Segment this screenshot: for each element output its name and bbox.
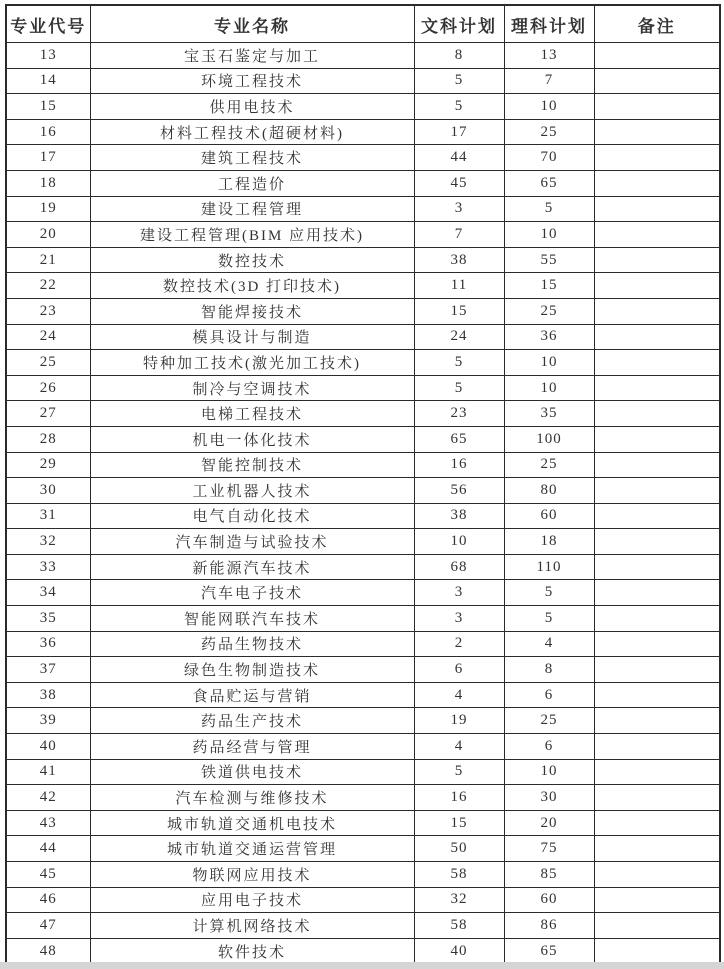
table-row (6, 734, 720, 760)
cell-code: 42 (6, 785, 90, 811)
cell-arts: 5 (414, 375, 504, 401)
table-row (6, 298, 720, 324)
header-row (6, 5, 720, 43)
cell-remark (594, 606, 720, 632)
table-row (6, 554, 720, 580)
cell-code: 41 (6, 759, 90, 785)
cell-arts: 32 (414, 887, 504, 913)
cell-code: 17 (6, 145, 90, 171)
cell-name: 机电一体化技术 (90, 426, 414, 452)
cell-remark (594, 119, 720, 145)
cell-arts: 3 (414, 606, 504, 632)
table-row (6, 426, 720, 452)
cell-name: 铁道供电技术 (90, 759, 414, 785)
cell-remark (594, 657, 720, 683)
cell-arts: 16 (414, 452, 504, 478)
cell-arts: 44 (414, 145, 504, 171)
cell-arts: 5 (414, 94, 504, 120)
cell-science: 5 (504, 580, 594, 606)
cell-science: 60 (504, 503, 594, 529)
cell-arts: 10 (414, 529, 504, 555)
cell-code: 35 (6, 606, 90, 632)
cell-remark (594, 631, 720, 657)
cell-science: 65 (504, 170, 594, 196)
header-major-name: 专业名称 (90, 5, 414, 43)
table-row (6, 324, 720, 350)
cell-remark (594, 862, 720, 888)
cell-arts: 24 (414, 324, 504, 350)
cell-code: 44 (6, 836, 90, 862)
cell-code: 33 (6, 554, 90, 580)
table-row (6, 222, 720, 248)
cell-remark (594, 759, 720, 785)
table-row (6, 606, 720, 632)
header-major-code: 专业代号 (6, 5, 90, 43)
table-row (6, 913, 720, 939)
cell-science: 60 (504, 887, 594, 913)
cell-name: 软件技术 (90, 938, 414, 964)
cell-code: 30 (6, 478, 90, 504)
cell-remark (594, 196, 720, 222)
cell-arts: 56 (414, 478, 504, 504)
cell-arts: 5 (414, 68, 504, 94)
cell-science: 10 (504, 350, 594, 376)
cell-remark (594, 478, 720, 504)
cell-remark (594, 682, 720, 708)
cell-name: 数控技术 (90, 247, 414, 273)
cell-science: 5 (504, 196, 594, 222)
cell-remark (594, 401, 720, 427)
cell-code: 43 (6, 810, 90, 836)
cell-arts: 40 (414, 938, 504, 964)
cell-code: 39 (6, 708, 90, 734)
cell-science: 65 (504, 938, 594, 964)
cell-code: 19 (6, 196, 90, 222)
cell-name: 智能控制技术 (90, 452, 414, 478)
cell-remark (594, 68, 720, 94)
cell-name: 建设工程管理 (90, 196, 414, 222)
table-row (6, 657, 720, 683)
cell-arts: 65 (414, 426, 504, 452)
cell-name: 模具设计与制造 (90, 324, 414, 350)
cell-science: 86 (504, 913, 594, 939)
table-row (6, 887, 720, 913)
cell-name: 城市轨道交通运营管理 (90, 836, 414, 862)
cell-name: 汽车制造与试验技术 (90, 529, 414, 555)
cell-remark (594, 43, 720, 69)
table-row (6, 452, 720, 478)
cell-name: 材料工程技术(超硬材料) (90, 119, 414, 145)
cell-arts: 3 (414, 580, 504, 606)
table-row (6, 68, 720, 94)
cell-arts: 4 (414, 682, 504, 708)
cell-name: 新能源汽车技术 (90, 554, 414, 580)
cell-arts: 58 (414, 862, 504, 888)
cell-science: 75 (504, 836, 594, 862)
cell-name: 食品贮运与营销 (90, 682, 414, 708)
cell-name: 药品生产技术 (90, 708, 414, 734)
cell-arts: 15 (414, 810, 504, 836)
cell-arts: 5 (414, 759, 504, 785)
cell-arts: 8 (414, 43, 504, 69)
cell-name: 绿色生物制造技术 (90, 657, 414, 683)
table-row (6, 170, 720, 196)
cell-code: 37 (6, 657, 90, 683)
table-row (6, 938, 720, 964)
cell-science: 30 (504, 785, 594, 811)
cell-science: 10 (504, 222, 594, 248)
cell-arts: 15 (414, 298, 504, 324)
table-row (6, 529, 720, 555)
cell-science: 25 (504, 452, 594, 478)
cell-code: 26 (6, 375, 90, 401)
table-row (6, 708, 720, 734)
cell-science: 15 (504, 273, 594, 299)
cell-name: 智能网联汽车技术 (90, 606, 414, 632)
cell-name: 建设工程管理(BIM 应用技术) (90, 222, 414, 248)
table-row (6, 43, 720, 69)
header-arts-plan: 文科计划 (414, 5, 504, 43)
cell-arts: 19 (414, 708, 504, 734)
cell-science: 4 (504, 631, 594, 657)
cell-remark (594, 222, 720, 248)
table-row (6, 350, 720, 376)
table-row (6, 580, 720, 606)
cell-code: 28 (6, 426, 90, 452)
cell-science: 13 (504, 43, 594, 69)
cell-code: 22 (6, 273, 90, 299)
cell-science: 6 (504, 682, 594, 708)
table-row (6, 682, 720, 708)
cell-arts: 38 (414, 503, 504, 529)
cell-remark (594, 708, 720, 734)
cell-remark (594, 375, 720, 401)
cell-science: 110 (504, 554, 594, 580)
cell-science: 10 (504, 375, 594, 401)
cell-name: 汽车电子技术 (90, 580, 414, 606)
cell-code: 24 (6, 324, 90, 350)
header-science-plan: 理科计划 (504, 5, 594, 43)
table-row (6, 862, 720, 888)
table-row (6, 196, 720, 222)
cell-name: 城市轨道交通机电技术 (90, 810, 414, 836)
table-row (6, 119, 720, 145)
cell-remark (594, 580, 720, 606)
cell-science: 25 (504, 298, 594, 324)
cell-remark (594, 145, 720, 171)
cell-code: 16 (6, 119, 90, 145)
cell-remark (594, 170, 720, 196)
cell-name: 药品经营与管理 (90, 734, 414, 760)
cell-name: 环境工程技术 (90, 68, 414, 94)
cell-science: 20 (504, 810, 594, 836)
cell-arts: 2 (414, 631, 504, 657)
cell-remark (594, 836, 720, 862)
table-body (6, 43, 720, 965)
cell-remark (594, 887, 720, 913)
cell-remark (594, 810, 720, 836)
cell-remark (594, 785, 720, 811)
cell-science: 70 (504, 145, 594, 171)
cell-arts: 11 (414, 273, 504, 299)
cell-code: 13 (6, 43, 90, 69)
cell-remark (594, 298, 720, 324)
cell-science: 6 (504, 734, 594, 760)
cell-arts: 5 (414, 350, 504, 376)
cell-arts: 68 (414, 554, 504, 580)
cell-code: 45 (6, 862, 90, 888)
cell-arts: 3 (414, 196, 504, 222)
cell-remark (594, 273, 720, 299)
cell-code: 31 (6, 503, 90, 529)
table-row (6, 810, 720, 836)
table-row (6, 836, 720, 862)
cell-science: 100 (504, 426, 594, 452)
cell-name: 药品生物技术 (90, 631, 414, 657)
cell-remark (594, 913, 720, 939)
cell-science: 36 (504, 324, 594, 350)
cell-science: 25 (504, 119, 594, 145)
table-row (6, 631, 720, 657)
cell-remark (594, 324, 720, 350)
cell-code: 38 (6, 682, 90, 708)
cell-arts: 50 (414, 836, 504, 862)
cell-code: 15 (6, 94, 90, 120)
table-row (6, 145, 720, 171)
cell-remark (594, 350, 720, 376)
cell-code: 48 (6, 938, 90, 964)
cell-science: 80 (504, 478, 594, 504)
header-remark: 备注 (594, 5, 720, 43)
cell-science: 18 (504, 529, 594, 555)
cell-remark (594, 529, 720, 555)
cell-science: 55 (504, 247, 594, 273)
cell-name: 特种加工技术(激光加工技术) (90, 350, 414, 376)
table-row (6, 94, 720, 120)
cell-arts: 7 (414, 222, 504, 248)
cell-code: 20 (6, 222, 90, 248)
cell-name: 制冷与空调技术 (90, 375, 414, 401)
cell-arts: 38 (414, 247, 504, 273)
cell-code: 21 (6, 247, 90, 273)
table-row (6, 759, 720, 785)
cell-science: 5 (504, 606, 594, 632)
cell-science: 85 (504, 862, 594, 888)
table-row (6, 478, 720, 504)
table-row (6, 401, 720, 427)
cell-remark (594, 503, 720, 529)
table-row (6, 503, 720, 529)
cell-science: 35 (504, 401, 594, 427)
cell-name: 供用电技术 (90, 94, 414, 120)
cell-name: 宝玉石鉴定与加工 (90, 43, 414, 69)
cell-code: 36 (6, 631, 90, 657)
cell-name: 工程造价 (90, 170, 414, 196)
cell-name: 数控技术(3D 打印技术) (90, 273, 414, 299)
cell-code: 14 (6, 68, 90, 94)
cell-remark (594, 247, 720, 273)
cell-code: 32 (6, 529, 90, 555)
cell-arts: 45 (414, 170, 504, 196)
cell-code: 34 (6, 580, 90, 606)
cell-code: 27 (6, 401, 90, 427)
cell-code: 29 (6, 452, 90, 478)
cell-arts: 16 (414, 785, 504, 811)
cell-name: 汽车检测与维修技术 (90, 785, 414, 811)
page-bottom-edge (0, 962, 724, 969)
cell-remark (594, 734, 720, 760)
cell-science: 10 (504, 94, 594, 120)
cell-code: 46 (6, 887, 90, 913)
cell-name: 工业机器人技术 (90, 478, 414, 504)
cell-remark (594, 938, 720, 964)
cell-name: 电气自动化技术 (90, 503, 414, 529)
cell-name: 计算机网络技术 (90, 913, 414, 939)
cell-code: 25 (6, 350, 90, 376)
cell-remark (594, 426, 720, 452)
cell-science: 8 (504, 657, 594, 683)
cell-name: 智能焊接技术 (90, 298, 414, 324)
cell-remark (594, 554, 720, 580)
cell-science: 25 (504, 708, 594, 734)
table-row (6, 273, 720, 299)
cell-remark (594, 452, 720, 478)
table-row (6, 785, 720, 811)
cell-code: 40 (6, 734, 90, 760)
cell-name: 建筑工程技术 (90, 145, 414, 171)
cell-code: 47 (6, 913, 90, 939)
cell-arts: 4 (414, 734, 504, 760)
cell-arts: 58 (414, 913, 504, 939)
cell-science: 10 (504, 759, 594, 785)
cell-name: 电梯工程技术 (90, 401, 414, 427)
cell-remark (594, 94, 720, 120)
cell-code: 18 (6, 170, 90, 196)
enrollment-plan-table (5, 4, 721, 965)
cell-name: 应用电子技术 (90, 887, 414, 913)
cell-code: 23 (6, 298, 90, 324)
table-row (6, 375, 720, 401)
table-row (6, 247, 720, 273)
cell-arts: 23 (414, 401, 504, 427)
cell-name: 物联网应用技术 (90, 862, 414, 888)
cell-arts: 17 (414, 119, 504, 145)
cell-arts: 6 (414, 657, 504, 683)
cell-science: 7 (504, 68, 594, 94)
